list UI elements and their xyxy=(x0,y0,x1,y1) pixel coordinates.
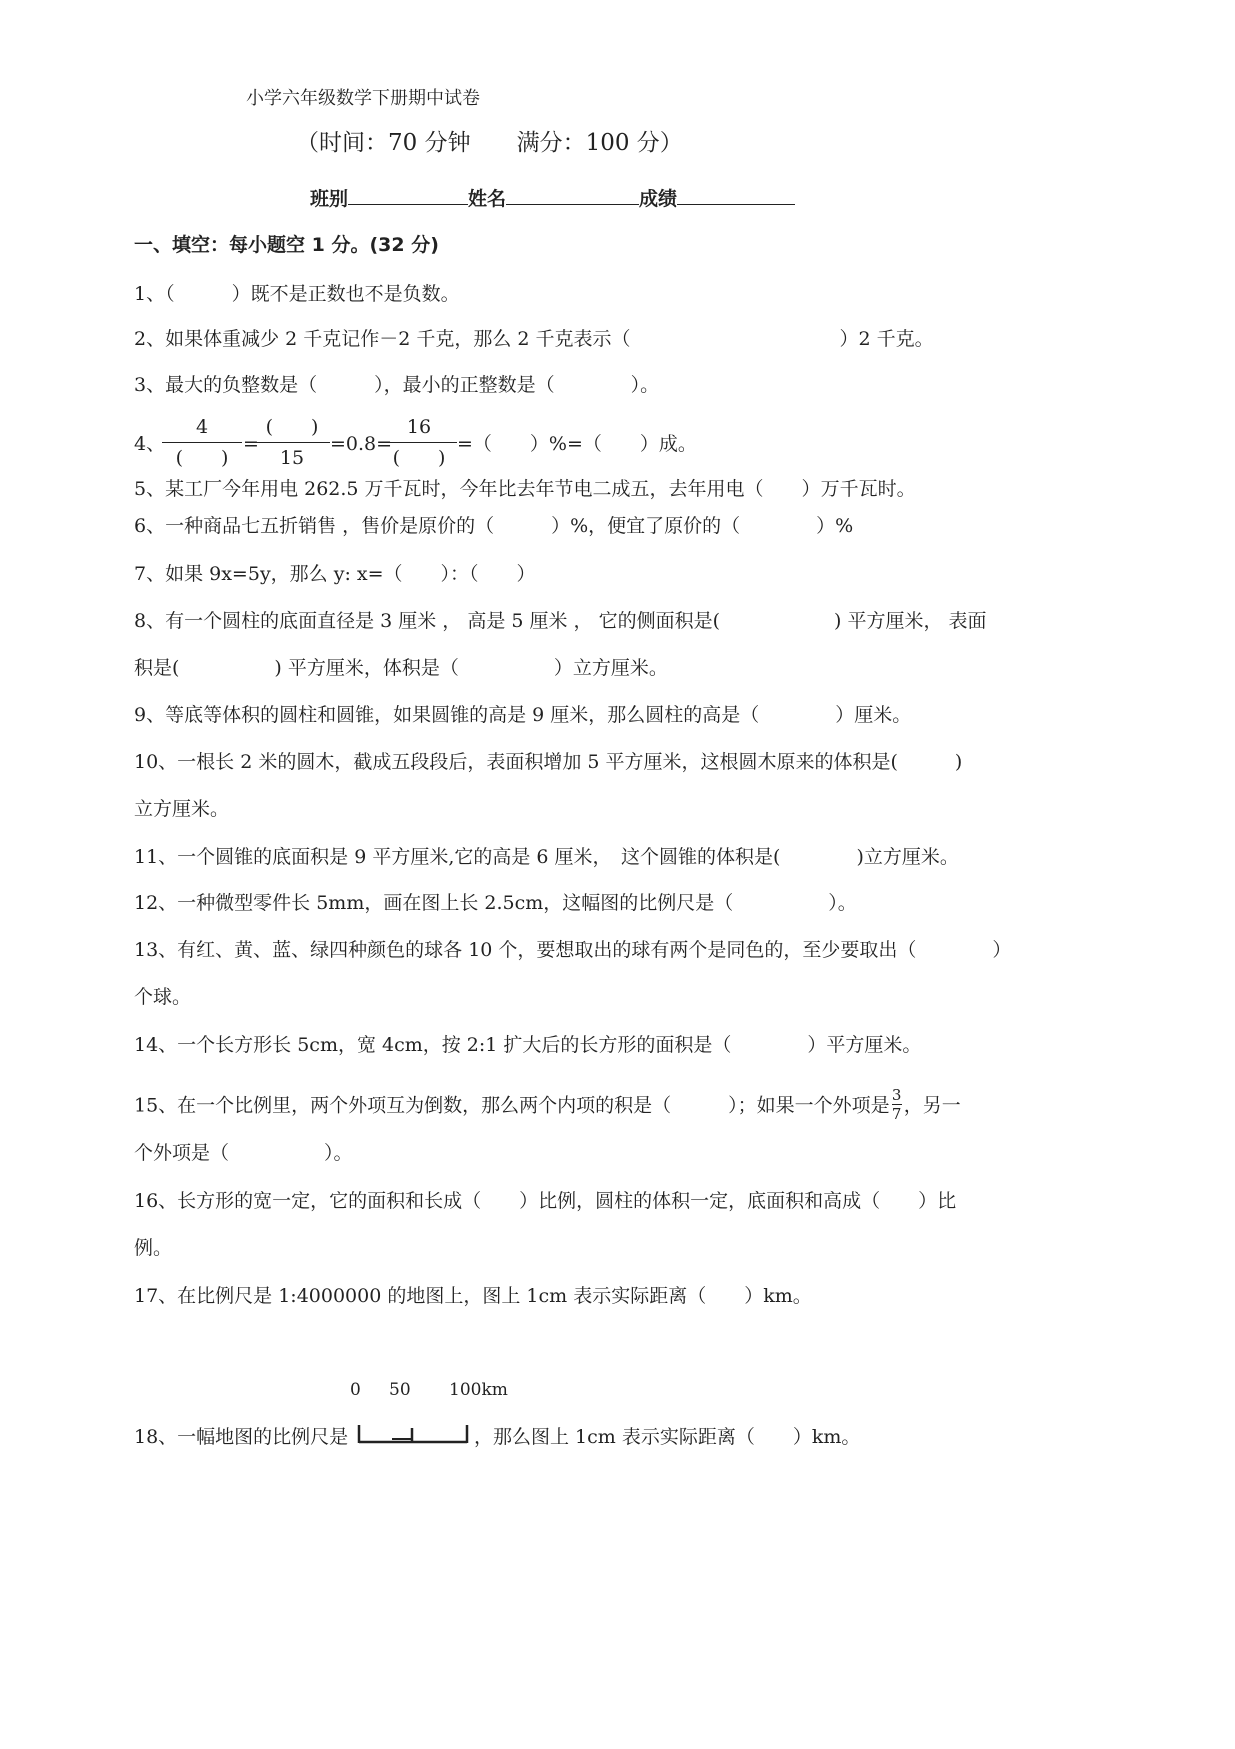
fraction-2-bar xyxy=(254,442,330,443)
fraction-1-numerator: 4 xyxy=(195,416,209,438)
student-info-line xyxy=(310,186,795,211)
question-8-line1: 8、有一个圆柱的底面直径是 3 厘米 ， 高是 5 厘米 ， 它的侧面积是( ) 平方厘米， 表面 xyxy=(134,610,987,632)
scale-label-0: 0 xyxy=(350,1380,361,1400)
scale-bar-graphic xyxy=(357,1423,469,1445)
question-6: 6、一种商品七五折销售 ，售价是原价的（ ）%，便宜了原价的（ ）% xyxy=(134,515,854,537)
question-4-suffix: =（ ）%=（ ）成。 xyxy=(457,433,697,455)
question-8-line2: 积是( ) 平方厘米，体积是（ ）立方厘米。 xyxy=(134,657,668,679)
fraction-1 xyxy=(162,415,242,470)
fraction-3-bar xyxy=(381,442,457,443)
question-16-line2: 例。 xyxy=(134,1237,173,1259)
class-label: 班别 xyxy=(310,188,349,210)
question-1: 1、（ ）既不是正数也不是负数。 xyxy=(134,283,460,305)
name-label: 姓名 xyxy=(468,188,507,210)
question-15-line1 xyxy=(134,1086,961,1124)
class-blank[interactable] xyxy=(348,186,468,205)
question-9: 9、等底等体积的圆柱和圆锥，如果圆锥的高是 9 厘米，那么圆柱的高是（ ）厘米。 xyxy=(134,704,912,726)
score-blank[interactable] xyxy=(677,186,795,205)
question-15-line2: 个外项是（ ）。 xyxy=(134,1142,353,1164)
score-label: 成绩 xyxy=(639,188,678,210)
question-16-line1: 16、长方形的宽一定，它的面积和长成（ ）比例，圆柱的体积一定，底面积和高成（ ）比 xyxy=(134,1190,957,1212)
time-score-line: （时间：70 分钟 满分：100 分） xyxy=(296,130,683,156)
section-heading: 一、填空：每小题空 1 分。(32 分) xyxy=(134,234,439,256)
fraction-1-bar xyxy=(162,442,242,443)
paper-title: 小学六年级数学下册期中试卷 xyxy=(246,88,480,109)
fraction-3 xyxy=(381,415,457,470)
fraction-2-numerator: ( ) xyxy=(265,416,319,438)
fraction-3-7-denominator: 7 xyxy=(891,1105,902,1123)
question-2: 2、如果体重减少 2 千克记作－2 千克，那么 2 千克表示（ ）2 千克。 xyxy=(134,328,934,350)
question-15-part2: ，另一 xyxy=(903,1094,961,1117)
question-3: 3、最大的负整数是（ ），最小的正整数是（ ）。 xyxy=(134,374,660,396)
question-11: 11、一个圆锥的底面积是 9 平方厘米,它的高是 6 厘米， 这个圆锥的体积是( )立方厘米。 xyxy=(134,846,959,868)
question-18-prefix: 18、一幅地图的比例尺是 xyxy=(134,1426,349,1448)
question-17: 17、在比例尺是 1:4000000 的地图上，图上 1cm 表示实际距离（ ）km。 xyxy=(134,1285,812,1307)
question-4-eq2: =0.8= xyxy=(330,433,393,455)
fraction-3-denominator: ( ) xyxy=(392,447,446,469)
question-13-line2: 个球。 xyxy=(134,986,192,1008)
name-blank[interactable] xyxy=(506,186,639,205)
fraction-1-denominator: ( ) xyxy=(175,447,229,469)
question-18-suffix: ，那么图上 1cm 表示实际距离（ ）km。 xyxy=(474,1426,861,1448)
fraction-2-denominator: 15 xyxy=(279,447,305,469)
question-10-line2: 立方厘米。 xyxy=(134,798,230,820)
question-4-eq1: = xyxy=(243,433,259,455)
fraction-3-7-numerator: 3 xyxy=(891,1086,902,1104)
scale-label-100km: 100km xyxy=(449,1380,508,1400)
question-4-prefix: 4、 xyxy=(134,433,166,455)
scale-label-50: 50 xyxy=(389,1380,411,1400)
question-7: 7、如果 9x=5y，那么 y: x=（ ）：（ ） xyxy=(134,563,536,585)
question-12: 12、一种微型零件长 5mm，画在图上长 2.5cm，这幅图的比例尺是（ ）。 xyxy=(134,892,857,914)
question-15-part1: 15、在一个比例里，两个外项互为倒数，那么两个内项的积是（ ）；如果一个外项是 xyxy=(134,1094,890,1117)
fraction-3-numerator: 16 xyxy=(406,416,432,438)
question-13-line1: 13、有红、黄、蓝、绿四种颜色的球各 10 个，要想取出的球有两个是同色的，至少要取出（ ） xyxy=(134,939,1012,961)
question-10-line1: 10、一根长 2 米的圆木，截成五段段后，表面积增加 5 平方厘米，这根圆木原来的体积是( ) xyxy=(134,751,963,773)
question-5: 5、某工厂今年用电 262.5 万千瓦时，今年比去年节电二成五，去年用电（ ）万千瓦时。 xyxy=(134,478,916,500)
question-14: 14、一个长方形长 5cm，宽 4cm，按 2:1 扩大后的长方形的面积是（ ）平方厘米。 xyxy=(134,1034,922,1056)
fraction-3-7 xyxy=(892,1087,902,1122)
fraction-2 xyxy=(254,415,330,470)
